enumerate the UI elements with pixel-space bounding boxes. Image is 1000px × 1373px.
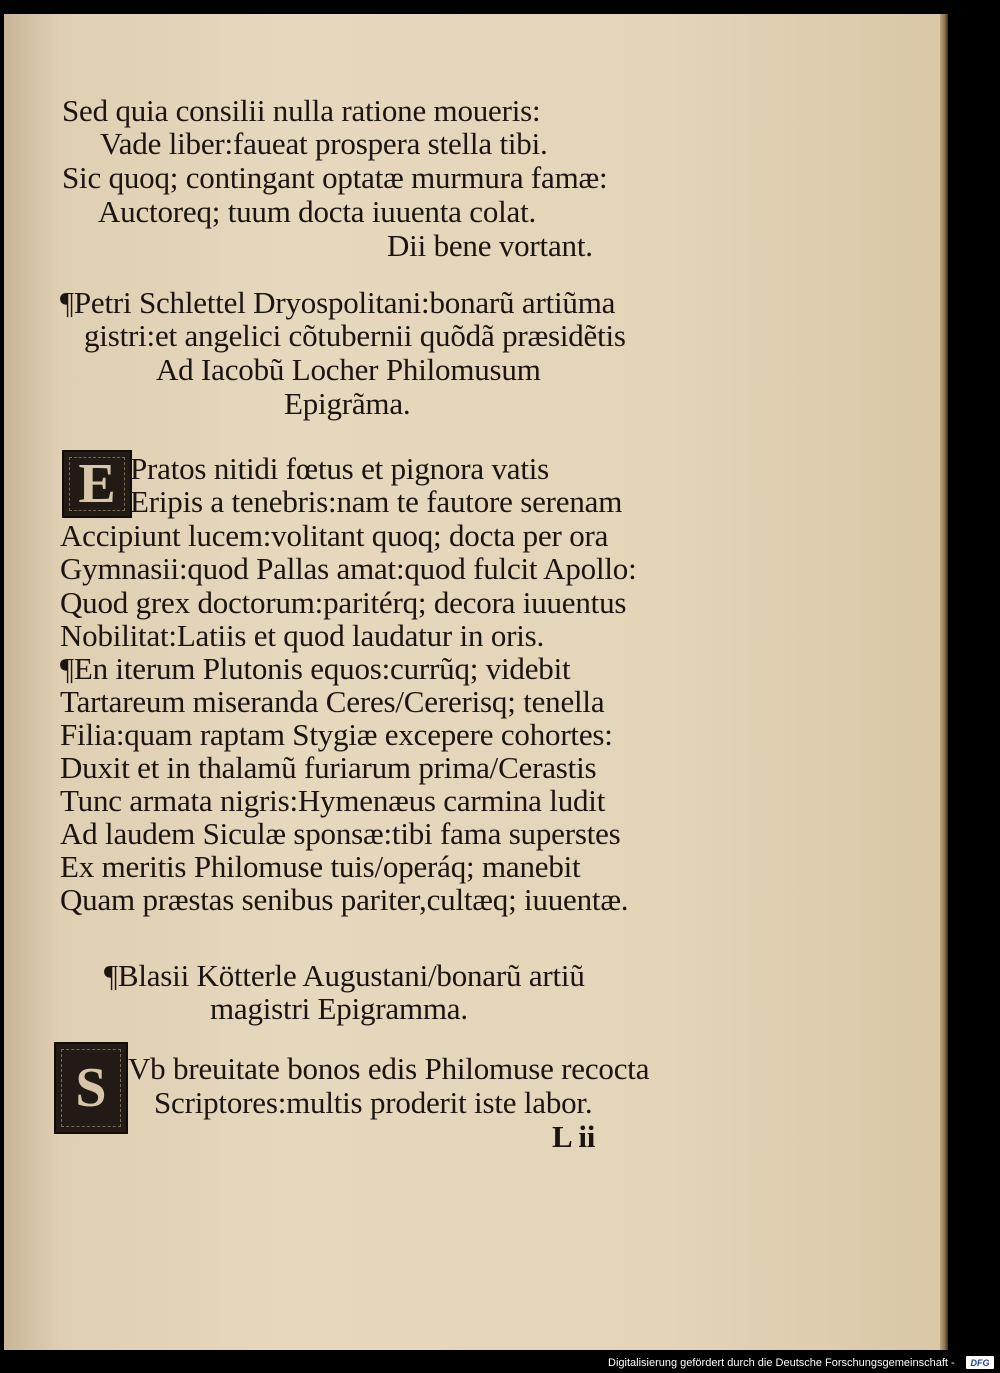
dfg-logo: DFG xyxy=(966,1356,994,1369)
heading2-line-1: ¶Blasii Kötterle Augustani/bonarũ artiũ xyxy=(104,958,585,993)
poem2-line-9: Filia:quam raptam Stygiæ excepere cohortes: xyxy=(60,717,613,752)
poem2-line-12: Ad laudem Siculæ sponsæ:tibi fama superstes xyxy=(60,816,621,851)
signature-mark: L ii xyxy=(552,1119,596,1154)
poem2-line-8: Tartareum miseranda Ceres/Cererisq; tenella xyxy=(60,684,605,719)
poem2-line-13: Ex meritis Philomuse tuis/operáq; manebit xyxy=(60,849,581,884)
poem2-line-2: Eripis a tenebris:nam te fautore serenam xyxy=(130,484,623,519)
poem1-line-2: Vade liber:faueat prospera stella tibi. xyxy=(100,126,548,161)
initial-letter: E xyxy=(78,453,116,515)
page-text xyxy=(4,14,940,1350)
digitization-credit: Digitalisierung gefördert durch die Deutsche Forschungsgemeinschaft - xyxy=(608,1357,955,1369)
poem2-line-10: Duxit et in thalamũ furiarum prima/Cerastis xyxy=(60,750,597,785)
heading1-line-4: Epigrãma. xyxy=(284,386,411,421)
poem2-line-1: Pratos nitidi fœtus et pignora vatis xyxy=(130,451,550,486)
poem3-line-1: Vb breuitate bonos edis Philomuse recocta xyxy=(128,1051,650,1086)
poem3-line-2: Scriptores:multis proderit iste labor. xyxy=(154,1085,593,1120)
initial-frame xyxy=(61,1049,121,1127)
poem1-line-3: Sic quoq; contingant optatæ murmura famæ: xyxy=(62,160,608,195)
initial-letter: S xyxy=(75,1057,107,1119)
poem2-line-4: Gymnasii:quod Pallas amat:quod fulcit Apollo: xyxy=(60,551,637,586)
poem2-line-14: Quam præstas senibus pariter,cultæq; iuuentæ. xyxy=(60,882,629,917)
decorated-initial-e xyxy=(62,450,132,518)
poem1-line-4: Auctoreq; tuum docta iuuenta colat. xyxy=(98,194,537,229)
poem2-line-3: Accipiunt lucem:volitant quoq; docta per ora xyxy=(60,518,609,553)
heading1-line-1: ¶Petri Schlettel Dryospolitani:bonarũ artiũma xyxy=(60,285,616,320)
page-edge xyxy=(940,14,948,1350)
heading2-line-2: magistri Epigramma. xyxy=(210,991,468,1026)
heading1-line-3: Ad Iacobũ Locher Philomusum xyxy=(156,352,541,387)
heading1-line-2: gistri:et angelici cõtubernii quõdã præsidẽtis xyxy=(84,318,626,353)
decorated-initial-s xyxy=(54,1042,128,1134)
poem2-line-11: Tunc armata nigris:Hymenæus carmina ludit xyxy=(60,783,606,818)
poem1-line-5: Dii bene vortant. xyxy=(387,228,593,263)
poem2-line-7: ¶En iterum Plutonis equos:currũq; videbit xyxy=(60,651,571,686)
poem1-line-1: Sed quia consilii nulla ratione moueris: xyxy=(62,93,541,128)
poem2-line-5: Quod grex doctorum:paritérq; decora iuuentus xyxy=(60,585,627,620)
poem2-line-6: Nobilitat:Latiis et quod laudatur in oris. xyxy=(60,618,545,653)
initial-frame xyxy=(69,453,125,515)
book-page xyxy=(4,14,940,1350)
